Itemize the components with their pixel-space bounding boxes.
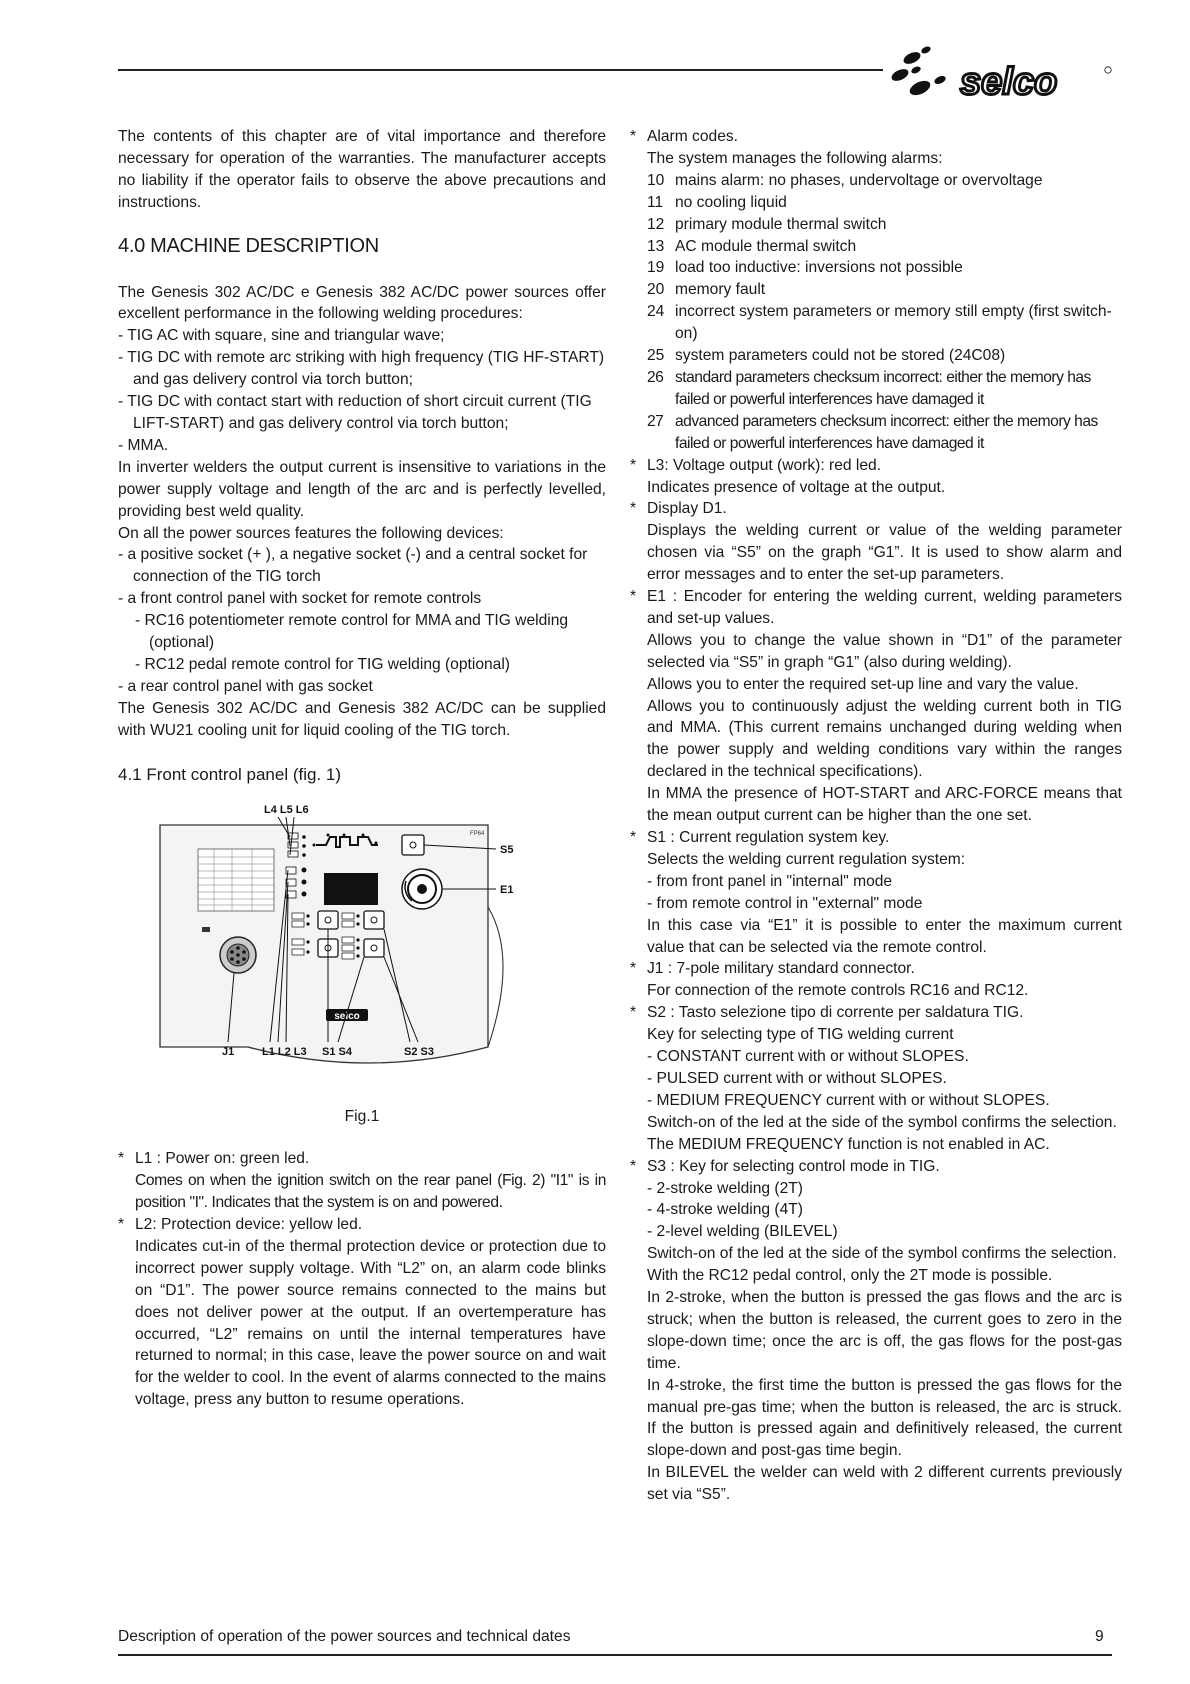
alarm-text: no cooling liquid (675, 193, 787, 211)
alarm-row (630, 301, 1122, 345)
alarm-row (630, 236, 1122, 258)
s3-title: S3 : Key for selecting control mode in TIG. (647, 1157, 940, 1175)
s3-text: In 2-stroke, when the button is pressed the gas flows and the arc is struck; when the button is released, the current goes to zero in the slope-down time; once the arc is off, the gas flows for the post-gas time. (647, 1289, 1122, 1372)
s1-text: - from front panel in "internal" mode (647, 872, 893, 890)
procedure-item: - TIG AC with square, sine and triangular wave; (118, 327, 445, 345)
s2-title: S2 : Tasto selezione tipo di corrente per saldatura TIG. (647, 1004, 1024, 1022)
e1-text: Allows you to change the value shown in “D1” of the parameter selected via “S5” in graph “G1” (also during welding). (647, 631, 1122, 671)
s1-text: Selects the welding current regulation system: (647, 850, 966, 868)
alarm-title: Alarm codes. (647, 128, 738, 145)
rear-panel-item: - a rear control panel with gas socket (118, 677, 373, 695)
l3-text: Indicates presence of voltage at the output. (647, 478, 946, 496)
alarm-text: AC module thermal switch (675, 237, 857, 255)
l2-title: L2: Protection device: yellow led. (135, 1216, 363, 1233)
s3-text: In BILEVEL the welder can weld with 2 different currents previously set via “S5”. (647, 1464, 1122, 1504)
s3-text: Switch-on of the led at the side of the symbol confirms the selection. (647, 1245, 1117, 1263)
remote-item: - RC12 pedal remote control for TIG welding (optional) (135, 655, 511, 673)
device-item: - a front control panel with socket for remote controls (118, 590, 482, 608)
alarm-code: 11 (647, 193, 664, 211)
e1-title: E1 : Encoder for entering the welding current, welding parameters and set-up values. (647, 588, 1122, 627)
label-s1-s4: S1 S4 (322, 1046, 352, 1059)
alarm-code: 26 (647, 368, 664, 386)
j1-item: * J1 : 7-pole military standard connector. (630, 960, 915, 978)
s1-text: In this case via “E1” it is possible to enter the maximum current value that can be selected via the remote control. (647, 916, 1122, 956)
description-paragraph: The Genesis 302 AC/DC e Genesis 382 AC/DC power sources offer excellent performance in the following welding procedures: (118, 283, 606, 323)
panel-brand: selco (334, 1011, 360, 1023)
devices-intro: On all the power sources features the following devices: (118, 524, 504, 542)
alarm-code: 20 (647, 281, 665, 299)
alarm-code: 19 (647, 259, 665, 277)
alarm-text: memory fault (675, 281, 766, 299)
alarm-row (630, 367, 1122, 411)
s3-item: * S3 : Key for selecting control mode in TIG. (630, 1157, 940, 1175)
device-item: - a positive socket (+ ), a negative socket (-) and a central socket for connection of the TIG torch (118, 546, 588, 586)
s3-text: - 2-level welding (BILEVEL) (647, 1223, 838, 1241)
alarm-text: advanced parameters checksum incorrect: either the memory has failed or powerful interferences have damaged it (675, 412, 1098, 452)
alarm-code: 24 (647, 303, 665, 321)
alarm-row (630, 257, 1122, 279)
label-l1-l2-l3: L1 L2 L3 (262, 1046, 307, 1059)
selco-logo (890, 42, 1115, 104)
alarm-code: 10 (647, 171, 665, 189)
s3-text: In 4-stroke, the first time the button is pressed the gas flows for the manual pre-gas time; when the button is released, the arc is struck. If the button is pressed again and definitively released, the current slope-down and post-gas time begin. (647, 1376, 1122, 1460)
procedure-item: - TIG DC with remote arc striking with high frequency (TIG HF-START) and gas delivery control via torch button; (118, 349, 605, 389)
cooling-paragraph: The Genesis 302 AC/DC and Genesis 382 AC/DC can be supplied with WU21 cooling unit for liquid cooling of the TIG torch. (118, 699, 606, 739)
procedure-item: - MMA. (118, 436, 169, 454)
e1-text: Allows you to continuously adjust the welding current both in TIG and MMA. (This current remains unchanged during welding when the power supply and welding conditions vary within the ranges declared in the technical specifications). (647, 697, 1122, 781)
s2-text: - PULSED current with or without SLOPES. (647, 1069, 947, 1087)
alarm-text: load too inductive: inversions not possible (675, 259, 963, 277)
alarm-row (630, 345, 1122, 367)
section-title: 4.0 MACHINE DESCRIPTION (118, 234, 379, 257)
l2-text: Indicates cut-in of the thermal protection device or protection due to incorrect power supply voltage. With “L2” on, an alarm code blinks on “D1”. The power source remains connected to the mains but does not deliver power at the output. If an overtemperature has occurred, “L2” remains on until the internal temperatures have returned to normal; in this case, leave the power source on and wait for the welder to cool. In the event of alarms connected to the mains voltage, press any button to resume operations. (135, 1237, 606, 1409)
s2-item: * S2 : Tasto selezione tipo di corrente per saldatura TIG. (630, 1004, 1024, 1022)
s3-text: With the RC12 pedal control, only the 2T mode is possible. (647, 1267, 1053, 1285)
alarm-row (630, 411, 1122, 455)
alarm-code: 13 (647, 237, 665, 255)
l1-title: L1 : Power on: green led. (135, 1150, 310, 1168)
alarm-text: system parameters could not be stored (24C08) (675, 347, 1006, 365)
l3-item: * L3: Voltage output (work): red led. (630, 456, 882, 474)
remote-item: - RC16 potentiometer remote control for MMA and TIG welding (optional) (135, 612, 569, 652)
label-s5: S5 (500, 844, 514, 857)
alarm-row (630, 214, 1122, 236)
s2-text: Switch-on of the led at the side of the symbol confirms the selection. (647, 1113, 1117, 1131)
l1-item: * L1 : Power on: green led. (118, 1150, 310, 1168)
front-panel-figure (118, 797, 606, 1089)
s1-title: S1 : Current regulation system key. (647, 829, 890, 846)
alarm-text: primary module thermal switch (675, 215, 887, 233)
figure-caption: Fig.1 (344, 1108, 380, 1126)
footer-rule (118, 1654, 1112, 1656)
alarm-text: mains alarm: no phases, undervoltage or overvoltage (675, 171, 1043, 189)
s3-text: - 4-stroke welding (4T) (647, 1201, 803, 1219)
alarm-code: 12 (647, 215, 665, 233)
l1-text: Comes on when the ignition switch on the rear panel (Fig. 2) "I1" is in position "I". Indicates that the system is on and powered. (135, 1172, 606, 1212)
e1-item: * E1 : Encoder for entering the welding current, welding parameters and set-up values. (630, 588, 1122, 627)
l3-title: L3: Voltage output (work): red led. (647, 456, 882, 474)
alarm-text: incorrect system parameters or memory still empty (first switch-on) (675, 303, 1112, 343)
footer-text: Description of operation of the power sources and technical dates (118, 1628, 571, 1645)
intro-paragraph: The contents of this chapter are of vital importance and therefore necessary for operation of the warranties. The manufacturer accepts no liability if the operator fails to observe the above precautions and instructions. (118, 128, 606, 211)
s2-text: - MEDIUM FREQUENCY current with or without SLOPES. (647, 1091, 1050, 1109)
l2-item: * L2: Protection device: yellow led. (118, 1216, 363, 1233)
label-s2-s3: S2 S3 (404, 1046, 434, 1059)
d1-title: Display D1. (647, 500, 727, 518)
alarm-code: 25 (647, 347, 665, 365)
alarm-text: standard parameters checksum incorrect: either the memory has failed or powerful interferences have damaged it (675, 368, 1091, 408)
s3-text: - 2-stroke welding (2T) (647, 1179, 803, 1197)
e1-text: Allows you to enter the required set-up line and vary the value. (647, 675, 1079, 693)
alarm-intro: The system manages the following alarms: (647, 149, 943, 167)
s1-text: - from remote control in "external" mode (647, 894, 923, 912)
subsection-title: 4.1 Front control panel (fig. 1) (118, 764, 342, 784)
left-column (118, 126, 606, 1411)
alarm-row (630, 192, 1122, 214)
header-rule (118, 69, 883, 71)
label-e1: E1 (500, 884, 514, 897)
right-column (630, 126, 1122, 1506)
procedure-item: - TIG DC with contact start with reduction of short circuit current (TIG LIFT-START) and gas delivery control via torch button; (118, 393, 592, 432)
alarm-row (630, 279, 1122, 301)
label-l4-l5-l6: L4 L5 L6 (264, 804, 309, 817)
d1-item: * Display D1. (630, 500, 727, 518)
model-tag: FP64 (470, 831, 485, 838)
d1-text: Displays the welding current or value of the welding parameter chosen via “S5” on the graph “G1”. It is used to show alarm and error messages and to enter the set-up parameters. (647, 522, 1122, 584)
s2-text: The MEDIUM FREQUENCY function is not enabled in AC. (647, 1135, 1050, 1153)
label-j1: J1 (222, 1046, 235, 1059)
alarm-item: * Alarm codes. (630, 128, 738, 145)
logo-text: selco (960, 61, 1058, 103)
e1-text: In MMA the presence of HOT-START and ARC-FORCE means that the mean output current can be higher than the one set. (647, 785, 1122, 825)
s1-item: * S1 : Current regulation system key. (630, 829, 890, 846)
inverter-paragraph: In inverter welders the output current is insensitive to variations in the power supply voltage and length of the arc and is perfectly levelled, providing best weld quality. (118, 458, 606, 520)
s2-text: - CONSTANT current with or without SLOPES. (647, 1048, 969, 1066)
page-number: 9 (1095, 1628, 1104, 1645)
s2-text: Key for selecting type of TIG welding current (647, 1026, 954, 1044)
j1-text: For connection of the remote controls RC16 and RC12. (647, 982, 1029, 1000)
alarm-code: 27 (647, 412, 664, 430)
j1-title: J1 : 7-pole military standard connector. (647, 960, 915, 978)
alarm-row (630, 170, 1122, 192)
